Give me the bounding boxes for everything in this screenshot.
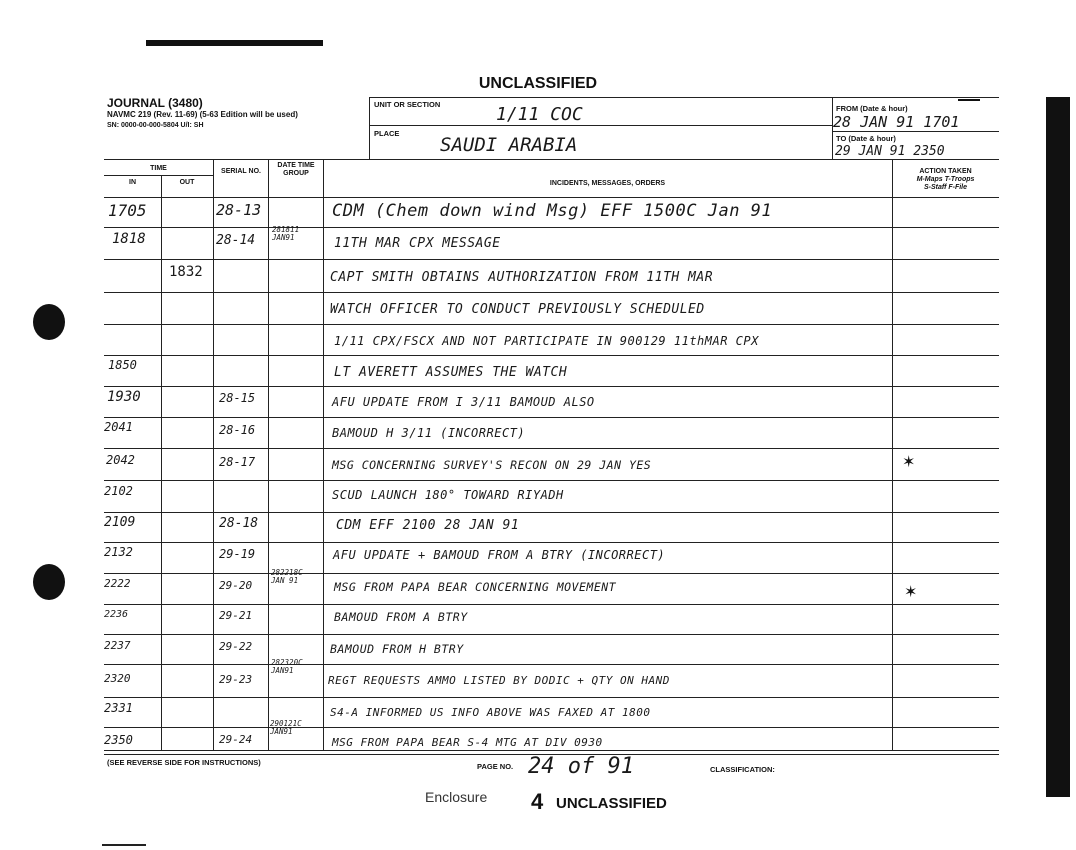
page-no-value: 24 of 91	[528, 754, 634, 779]
from-label: FROM (Date & hour)	[836, 104, 908, 113]
row-in: 2236	[104, 609, 129, 620]
row-rule	[104, 292, 999, 293]
punch-hole-top	[33, 304, 65, 340]
row-serial: 28-13	[216, 201, 262, 219]
row-in: 2041	[104, 420, 133, 434]
row-text: MSG FROM PAPA BEAR S-4 MTG AT DIV 0930	[332, 736, 603, 749]
form-title: JOURNAL (3480)	[107, 96, 203, 110]
row-text: BAMOUD H 3/11 (INCORRECT)	[332, 426, 526, 440]
row-serial: 28-14	[216, 233, 256, 248]
form-subtitle: NAVMC 219 (Rev. 11-69) (5-63 Edition will be used)	[107, 110, 298, 119]
classification-top: UNCLASSIFIED	[478, 75, 598, 92]
row-rule	[104, 604, 999, 605]
row-text: BAMOUD FROM A BTRY	[334, 610, 468, 624]
row-text: CAPT SMITH OBTAINS AUTHORIZATION FROM 11TH MAR	[330, 270, 714, 285]
row-rule	[104, 727, 999, 728]
to-value: 29 JAN 91 2350	[835, 144, 945, 159]
row-in: 1850	[108, 358, 137, 372]
unit-label: UNIT OR SECTION	[374, 100, 441, 109]
row-rule	[104, 573, 999, 574]
row-rule	[104, 664, 999, 665]
row-dtg: 282320C JAN91	[271, 658, 303, 675]
row-rule	[104, 417, 999, 418]
classification-bottom: UNCLASSIFIED	[556, 795, 667, 812]
row-dtg: 290121C JAN91	[270, 719, 302, 736]
row-in: 2237	[104, 639, 131, 652]
star-icon: ✶	[902, 454, 916, 471]
row-rule	[104, 259, 999, 260]
row-dtg: 281811 JAN91	[272, 225, 300, 242]
row-serial: 29-20	[219, 579, 253, 592]
row-dtg: 282218C JAN 91	[271, 568, 303, 585]
scan-edge-strip	[1046, 97, 1070, 797]
row-text: REGT REQUESTS AMMO LISTED BY DODIC + QTY ON HAND	[328, 674, 670, 687]
from-value: 28 JAN 91 1701	[833, 113, 960, 131]
punch-hole-bottom	[33, 564, 65, 600]
col-in: IN	[129, 179, 136, 186]
place-value: SAUDI ARABIA	[440, 134, 578, 156]
star-icon: ✶	[904, 584, 918, 601]
row-text: CDM (Chem down wind Msg) EFF 1500C Jan 91	[332, 201, 773, 221]
row-in: 2042	[106, 453, 135, 467]
row-text: SCUD LAUNCH 180° TOWARD RIYADH	[332, 488, 564, 502]
row-serial: 28-15	[219, 391, 256, 405]
row-out: 1832	[169, 264, 203, 280]
row-serial: 29-19	[219, 547, 256, 561]
row-in: 2132	[104, 545, 133, 559]
row-text: BAMOUD FROM H BTRY	[330, 642, 464, 656]
row-rule	[104, 634, 999, 635]
col-serial: SERIAL NO.	[221, 168, 261, 175]
row-text: AFU UPDATE FROM I 3/11 BAMOUD ALSO	[332, 395, 595, 409]
row-serial: 28-16	[219, 423, 256, 437]
row-serial: 28-17	[219, 455, 256, 469]
row-serial: 28-18	[219, 516, 259, 531]
col-dtg: DATE TIME GROUP	[277, 162, 315, 177]
row-rule	[104, 324, 999, 325]
row-serial: 29-24	[219, 733, 253, 746]
instructions-note: (SEE REVERSE SIDE FOR INSTRUCTIONS)	[107, 758, 261, 767]
unit-value: 1/11 COC	[496, 104, 583, 125]
col-incidents: INCIDENTS, MESSAGES, ORDERS	[549, 180, 666, 187]
row-serial: 29-22	[219, 640, 253, 653]
stray-mark-bottom	[102, 844, 146, 846]
row-in: 2320	[104, 672, 131, 685]
enclosure-label: Enclosure	[425, 789, 488, 805]
row-in: 1705	[108, 201, 147, 220]
to-label: TO (Date & hour)	[836, 134, 896, 143]
row-text: WATCH OFFICER TO CONDUCT PREVIOUSLY SCHEDULED	[330, 302, 705, 317]
row-text: 11TH MAR CPX MESSAGE	[334, 236, 501, 251]
row-text: S4-A INFORMED US INFO ABOVE WAS FAXED AT 1800	[330, 706, 651, 719]
col-time: TIME	[150, 165, 167, 172]
row-rule	[104, 448, 999, 449]
col-action-sub1: M-Maps T-Troops	[916, 176, 975, 183]
row-in: 2331	[104, 701, 133, 715]
row-in: 2350	[104, 733, 133, 747]
row-serial: 29-21	[219, 609, 253, 622]
row-in: 1930	[107, 389, 141, 405]
row-rule	[104, 480, 999, 481]
row-rule	[104, 227, 999, 228]
col-action-sub2: S-Staff F-File	[923, 184, 968, 191]
stray-mark	[958, 99, 980, 101]
row-in: 1818	[112, 231, 146, 247]
place-label: PLACE	[374, 129, 400, 138]
redaction-bar	[146, 40, 323, 46]
col-action: ACTION TAKEN	[919, 168, 972, 175]
row-text: MSG CONCERNING SURVEY'S RECON ON 29 JAN YES	[332, 458, 652, 472]
row-in: 2222	[104, 577, 131, 590]
page-no-label: PAGE NO.	[477, 762, 514, 771]
row-text: CDM EFF 2100 28 JAN 91	[336, 518, 520, 533]
row-in: 2102	[104, 484, 133, 498]
row-serial: 29-23	[219, 673, 253, 686]
col-out: OUT	[179, 179, 195, 186]
classification-label: CLASSIFICATION:	[710, 765, 775, 774]
row-rule	[104, 512, 999, 513]
form-sn: SN: 0000-00-000-5804 U/I: SH	[107, 122, 204, 129]
row-rule	[104, 355, 999, 356]
row-rule	[104, 542, 999, 543]
row-rule	[104, 386, 999, 387]
row-rule	[104, 697, 999, 698]
row-text: 1/11 CPX/FSCX AND NOT PARTICIPATE IN 900129 11thMAR CPX	[334, 334, 759, 348]
row-text: AFU UPDATE + BAMOUD FROM A BTRY (INCORRECT)	[333, 548, 666, 562]
row-in: 2109	[104, 515, 136, 530]
enclosure-number: 4	[531, 789, 544, 814]
row-text: MSG FROM PAPA BEAR CONCERNING MOVEMENT	[334, 580, 617, 594]
row-text: LT AVERETT ASSUMES THE WATCH	[334, 365, 568, 380]
